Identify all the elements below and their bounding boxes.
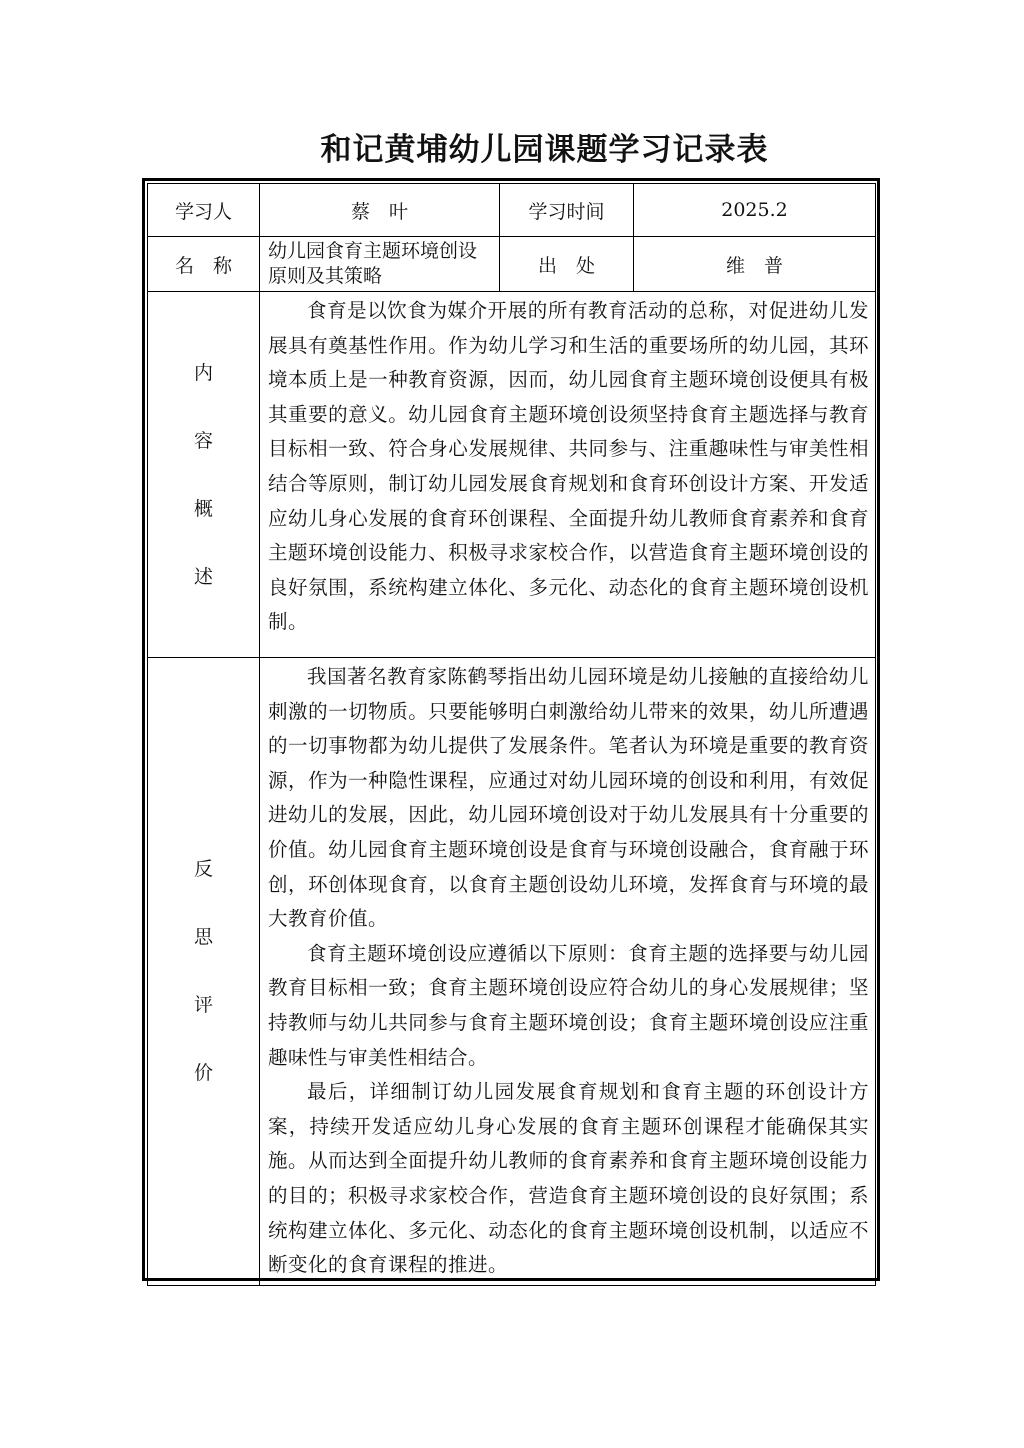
summary-content [260,292,876,658]
study-time-value: 2025.2 [634,184,876,237]
reflection-row [148,658,876,1286]
name-label: 名 称 [148,237,260,292]
learner-value: 蔡 叶 [260,184,500,237]
reflection-label-char: 思 [193,926,213,949]
record-table [147,183,876,1286]
reflection-content [260,658,876,1286]
summary-label-char: 内 [193,361,213,384]
reflection-paragraph: 我国著名教育家陈鹤琴指出幼儿园环境是幼儿接触的直接给幼儿刺激的一切物质。只要能够明白刺激给幼儿带来的效果，幼儿所遭遇的一切事物都为幼儿提供了发展条件。笔者认为环境是重要的教育资源，作为一种隐性课程，应通过对幼儿园环境的创设和利用，有效促进幼儿的发展，因此，幼儿园环境创设对于幼儿发展具有十分重要的价值。幼儿园食育主题环境创设是食育与环境创设融合，食育融于环创，环创体现食育，以食育主题创设幼儿环境，发挥食育与环境的最大教育价值。 [268,665,869,931]
reflection-paragraph: 食育主题环境创设应遵循以下原则：食育主题的选择要与幼儿园教育目标相一致；食育主题环境创设应符合幼儿的身心发展规律；坚持教师与幼儿共同参与食育主题环境创设；食育主题环境创设应注重趣味性与审美性相结合。 [268,941,869,1069]
reflection-label-char: 评 [193,994,213,1017]
reflection-label-char: 价 [193,1062,213,1085]
learner-label: 学习人 [148,184,260,237]
source-label: 出 处 [500,237,634,292]
summary-label-char: 概 [193,497,213,520]
study-time-label: 学习时间 [500,184,634,237]
name-value: 幼儿园食育主题环境创设原则及其策略 [260,237,500,292]
reflection-label-char: 反 [193,858,213,881]
summary-label [148,292,260,658]
summary-row [148,292,876,658]
name-row [148,237,876,292]
reflection-paragraph: 最后，详细制订幼儿园发展食育规划和食育主题的环创设计方案，持续开发适应幼儿身心发展的食育主题环创课程才能确保其实施。从而达到全面提升幼儿教师的食育素养和食育主题环境创设能力的目的；积极寻求家校合作，营造食育主题环境创设的良好氛围；系统构建立体化、多元化、动态化的食育主题环境创设机制，以适应不断变化的食育课程的推进。 [268,1080,869,1277]
reflection-label [148,658,260,1286]
summary-paragraph: 食育是以饮食为媒介开展的所有教育活动的总称，对促进幼儿发展具有奠基性作用。作为幼儿学习和生活的重要场所的幼儿园，其环境本质上是一种教育资源，因而，幼儿园食育主题环境创设便具有极其重要的意义。幼儿园食育主题环境创设须坚持食育主题选择与教育目标相一致、符合身心发展规律、共同参与、注重趣味性与审美性相结合等原则，制订幼儿园发展食育规划和食育环创设计方案、开发适应幼儿身心发展的食育环创课程、全面提升幼儿教师食育素养和食育主题环境创设能力、积极寻求家校合作，以营造食育主题环境创设的良好氛围，系统构建立体化、多元化、动态化的食育主题环境创设机制。 [268,299,869,634]
page-title: 和记黄埔幼儿园课题学习记录表 [320,132,769,168]
header-row [148,184,876,237]
summary-label-char: 述 [193,565,213,588]
summary-label-char: 容 [193,429,213,452]
source-value: 维 普 [634,237,876,292]
